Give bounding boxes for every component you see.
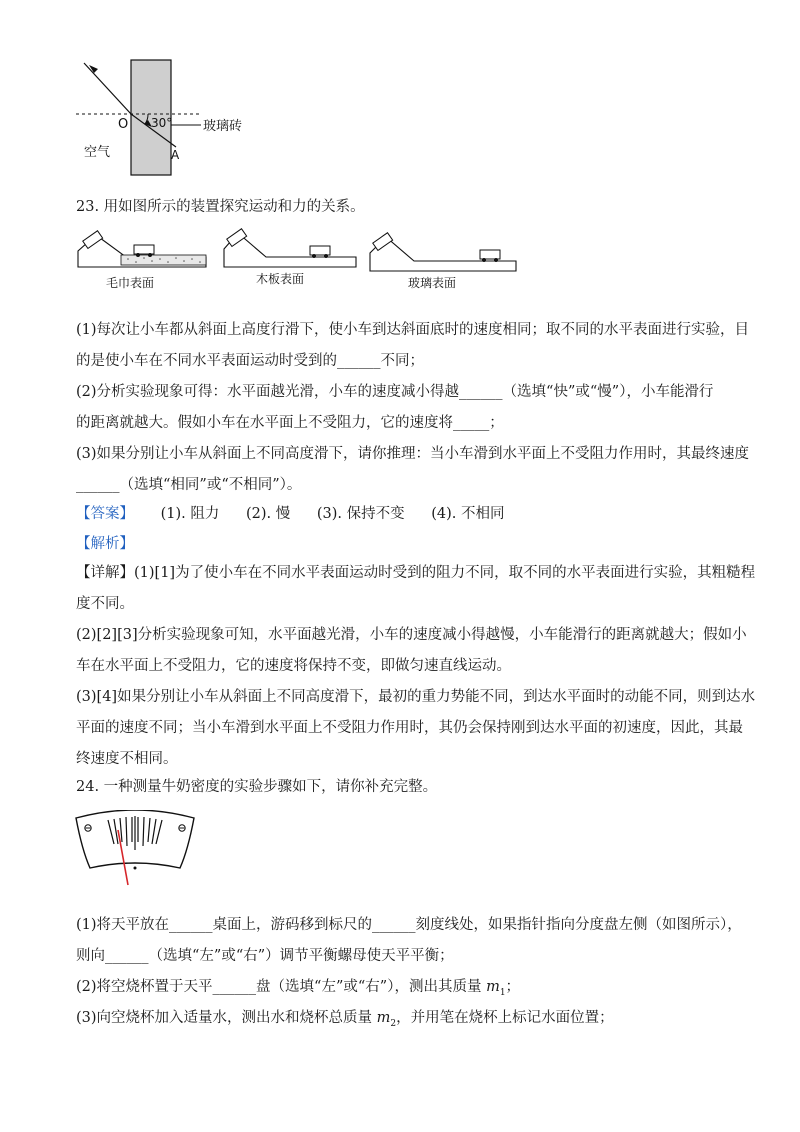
detail-3a: (3)[4]如果分别让小车从斜面上不同高度滑下，最初的重力势能不同，到达水平面时的动能不同，则到达水 bbox=[76, 689, 756, 705]
incident-ray bbox=[84, 63, 131, 114]
q23-p3a: (3)如果分别让小车从斜面上不同高度滑下，请你推理：当小车滑到水平面上不受阻力作用时，其最终速度 bbox=[76, 446, 750, 462]
cart-icon bbox=[134, 245, 154, 254]
q23-p1b: 的是使小车在不同水平表面运动时受到的______不同； bbox=[76, 353, 424, 369]
answer-4: (4). 不相同 bbox=[431, 506, 505, 522]
q23-p2b: 的距离就越大。假如小车在水平面上不受阻力，它的速度将_____； bbox=[76, 415, 504, 431]
ramp-figure bbox=[76, 225, 526, 293]
var-m: m bbox=[376, 1010, 391, 1026]
var-m: m bbox=[486, 979, 500, 995]
refraction-figure bbox=[76, 55, 286, 180]
detail-3c: 终速度不相同。 bbox=[76, 751, 178, 767]
cart-icon bbox=[480, 250, 500, 259]
answer-3: (3). 保持不变 bbox=[316, 506, 405, 522]
label-wood: 木板表面 bbox=[256, 272, 305, 286]
detail-tag: 【详解】 bbox=[76, 565, 134, 581]
answer-tag: 【答案】 bbox=[76, 506, 134, 522]
answer-line bbox=[76, 504, 726, 524]
detail-1b: 度不同。 bbox=[76, 596, 134, 612]
analysis-tag: 【解析】 bbox=[76, 536, 134, 552]
q24-title: 24. 一种测量牛奶密度的实验步骤如下，请你补充完整。 bbox=[76, 779, 438, 795]
detail-2a: (2)[2][3]分析实验现象可知，水平面越光滑，小车的速度减小得越慢，小车能滑行的距离就越大；假如小 bbox=[76, 627, 747, 643]
label-towel: 毛巾表面 bbox=[106, 276, 155, 290]
cart-icon bbox=[310, 246, 330, 255]
q24-s3-end: ，并用笔在烧杯上标记水面位置； bbox=[396, 1010, 614, 1026]
label-glass: 玻璃砖 bbox=[203, 119, 243, 134]
sub-2: 2 bbox=[390, 1018, 397, 1029]
q23-p2a: (2)分析实验现象可得：水平面越光滑，小车的速度减小得越______（选填“快”或“慢”），小车能滑行 bbox=[76, 384, 714, 400]
label-angle: 30° bbox=[151, 116, 173, 130]
label-air: 空气 bbox=[84, 145, 111, 160]
detail-3b: 平面的速度不同；当小车滑到水平面上不受阻力作用时，其仍会保持刚到达水平面的初速度，因此，其最 bbox=[76, 720, 743, 736]
detail-2b: 车在水平面上不受阻力，它的速度将保持不变，即做匀速直线运动。 bbox=[76, 658, 511, 674]
setup-wood bbox=[224, 229, 356, 286]
label-o: O bbox=[118, 117, 129, 132]
balance-dial-figure bbox=[70, 810, 200, 890]
q24-s2-end: ； bbox=[505, 979, 521, 995]
q23-p3b: ______（选填“相同”或“不相同”）。 bbox=[76, 477, 302, 493]
q24-s2 bbox=[76, 977, 726, 1003]
q23-title: 23. 用如图所示的装置探究运动和力的关系。 bbox=[76, 199, 365, 215]
answer-2: (2). 慢 bbox=[245, 506, 291, 522]
sub-1: 1 bbox=[499, 987, 506, 998]
detail-1a bbox=[76, 563, 756, 583]
label-glass-surface: 玻璃表面 bbox=[408, 276, 457, 290]
setup-towel bbox=[78, 231, 206, 290]
setup-glass bbox=[370, 233, 516, 290]
q24-s3-text: (3)向空烧杯加入适量水，测出水和烧杯总质量 bbox=[76, 1010, 377, 1026]
label-a: A bbox=[171, 148, 180, 162]
q24-s1b: 则向______（选填“左”或“右”）调节平衡螺母使天平平衡； bbox=[76, 948, 454, 964]
arrow-icon bbox=[89, 65, 98, 73]
answer-1: (1). 阻力 bbox=[160, 506, 220, 522]
detail-1a-text: (1)[1]为了使小车在不同水平表面运动时受到的阻力不同，取不同的水平表面进行实验，其粗糙程 bbox=[134, 565, 756, 581]
q24-s2-text: (2)将空烧杯置于天平______盘（选填“左”或“右”），测出其质量 bbox=[76, 979, 487, 995]
q24-s1a: (1)将天平放在______桌面上，游码移到标尺的______刻度线处，如果指针指向分度盘左侧（如图所示）， bbox=[76, 917, 742, 933]
q23-p1a: (1)每次让小车都从斜面上高度行滑下，使小车到达斜面底时的速度相同；取不同的水平表面进行实验，目 bbox=[76, 322, 750, 338]
q24-s3 bbox=[76, 1008, 726, 1034]
